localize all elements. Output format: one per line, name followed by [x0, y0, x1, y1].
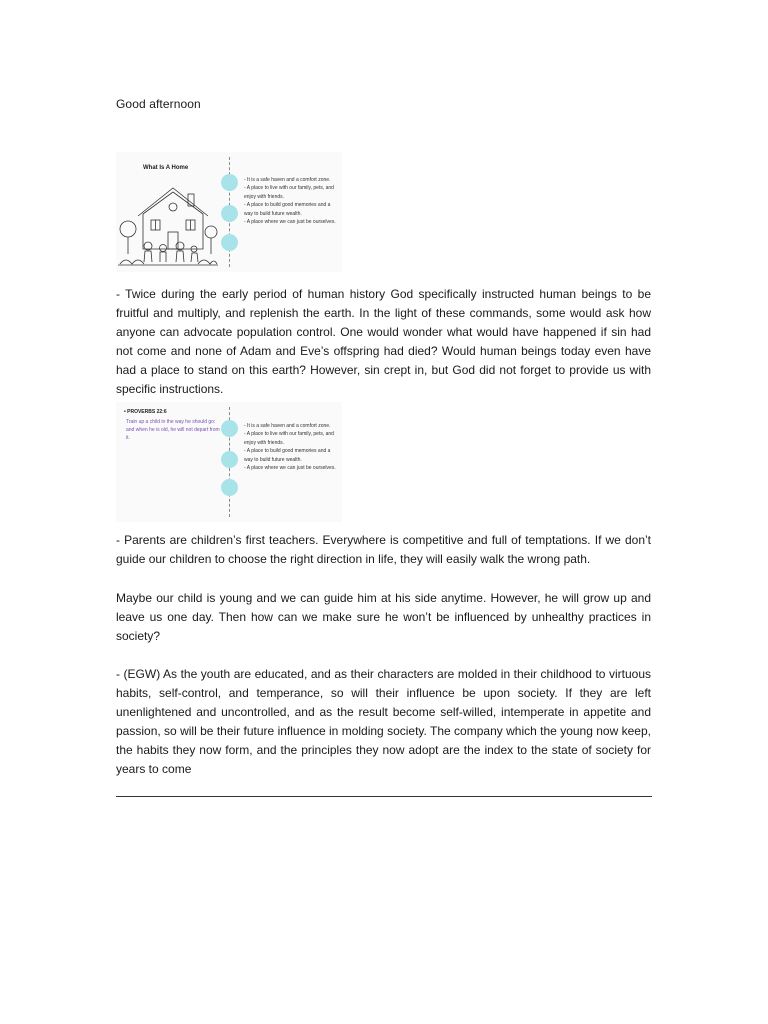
figure-bullet: - It is a safe haven and a comfort zone.	[244, 423, 331, 429]
timeline-dot	[221, 479, 238, 496]
figure-title: What Is A Home	[143, 165, 189, 171]
greeting-text: Good afternoon	[116, 97, 201, 111]
figure-bullet: - A place where we can just be ourselves.	[244, 219, 336, 226]
timeline-dot	[221, 234, 238, 251]
horizontal-rule	[116, 796, 652, 797]
figure-bullet: - A place to live with our family, pets, and enjoy with friends.	[244, 185, 334, 200]
figure-bullet: - A place where we can just be ourselves.	[244, 465, 336, 472]
figure-bullet: - A place to build good memories and a way to build future wealth.	[244, 448, 331, 463]
timeline-dot	[221, 420, 238, 437]
timeline-dot	[221, 205, 238, 222]
verse-text: Train up a child in the way he should go: and when he is old, he will not depart from it.	[126, 419, 220, 441]
verse-reference: • PROVERBS 22:6	[124, 409, 167, 415]
figure-bullet-list	[244, 176, 339, 226]
timeline-dot	[221, 174, 238, 191]
paragraph-child-grows: Maybe our child is young and we can guide him at his side anytime. However, he will grow up and leave us one day. Then how can we make sure he won’t be influenced by unhealthy practices in society?	[116, 591, 651, 643]
proverbs-figure	[116, 402, 342, 522]
timeline-dot	[221, 451, 238, 468]
house-illustration	[118, 174, 218, 269]
figure-bullet: - A place to live with our family, pets, and enjoy with friends.	[244, 431, 334, 446]
figure-bullet: - A place to build good memories and a way to build future wealth.	[244, 202, 331, 217]
paragraph-egw-quote: - (EGW) As the youth are educated, and as their characters are molded in their childhood to virtuous habits, self-control, and temperance, so will their influence be upon society. If they are left unenlightened and uncontrolled, and as the result become self-willed, intemperate in appetite and passion, so will be their future influence in molding society. The company which the young now keep, the habits they now form, and the principles they now adopt are the index to the state of society for years to come	[116, 667, 651, 776]
what-is-a-home-figure	[116, 152, 342, 272]
paragraph-population: - Twice during the early period of human history God specifically instructed human beings to be fruitful and multiply, and replenish the earth. In the light of these commands, some would ask how anyone can advocate population control. One would wonder what would have happened if sin had not come and none of Adam and Eve’s offspring had died? Would human beings today even have had a place to stand on this earth? However, sin crept in, but God did not forget to provide us with specific instructions.	[116, 287, 651, 396]
figure-bullet-list	[244, 422, 339, 472]
paragraph-parents-teachers: - Parents are children’s first teachers. Everywhere is competitive and full of temptations. If we don’t guide our children to choose the right direction in life, they will easily walk the wrong path.	[116, 533, 651, 566]
figure-bullet: - It is a safe haven and a comfort zone.	[244, 177, 331, 183]
